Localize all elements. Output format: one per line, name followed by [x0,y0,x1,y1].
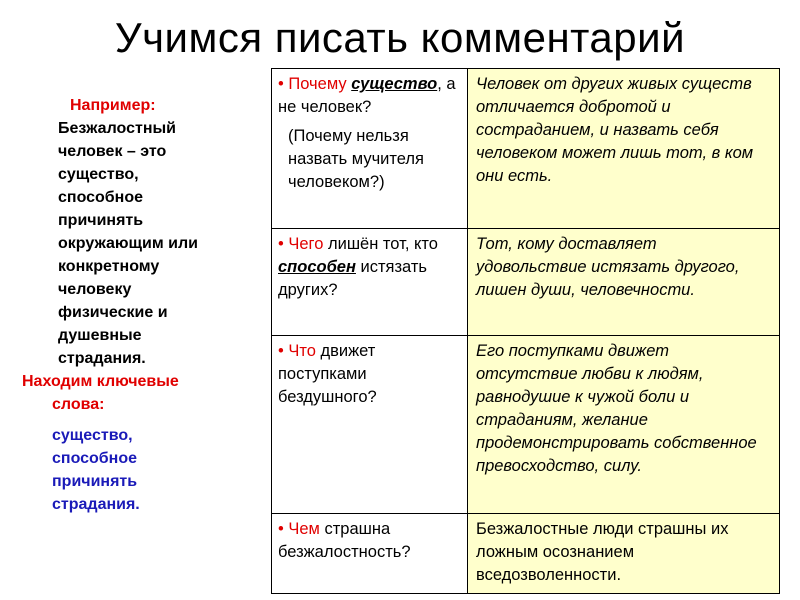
keyword: способен [278,258,356,276]
sentence-line: человек – это [58,143,167,160]
question-word: Чего [288,235,324,253]
question-mid: лишён тот, кто [323,235,438,253]
answer-cell: Безжалостные люди страшны их ложным осознанием вседозволенности. [468,514,780,594]
sentence-line: физические и [58,304,168,321]
sentence-line: способное [58,189,144,206]
keywords-label [22,370,262,416]
sentence-line: Безжалостный [58,120,176,137]
keyword-line: существо, [52,427,133,444]
question-word: Что [288,342,316,360]
question-rest: истязать других? [278,258,428,299]
keywords-list [22,424,262,516]
question-cell [272,336,468,514]
example-sentence [22,117,262,370]
bullet-icon: • [278,75,284,93]
commentary-table [271,68,780,594]
sentence-line: человеку [58,281,132,298]
answer-cell: Человек от других живых существ отличается добротой и состраданием, и назвать себя человеком может лишь тот, в ком они есть. [468,69,780,229]
question-rest: страшна безжалостность? [278,520,411,561]
answer-cell: Тот, кому доставляет удовольствие истязать другого, лишен души, человечности. [468,229,780,336]
question-extra: (Почему нельзя назвать мучителя человеком?) [288,127,424,191]
question-rest: движет поступками бездушного? [278,342,377,406]
keywords-label-line: слова: [52,396,105,413]
question-word: Чем [288,520,320,538]
example-label: Например: [70,97,156,114]
bullet-icon: • [278,235,284,253]
sentence-line: страдания. [58,350,146,367]
page-title: Учимся писать комментарий [114,14,686,61]
keyword-line: способное [52,450,138,467]
sentence-line: конкретному [58,258,160,275]
left-panel [22,94,262,516]
answer-cell: Его поступками движет отсутствие любви к людям, равнодушие к чужой боли и страданиям, желание продемонстрировать собственное превосходство, силу. [468,336,780,514]
question-word: Почему [288,75,347,93]
keyword: существо [351,75,438,93]
table-row [272,69,780,229]
keywords-label-line: Находим ключевые [22,373,179,390]
question-text [278,73,461,119]
keyword-line: причинять [52,473,138,490]
bullet-icon: • [278,520,284,538]
sentence-line: окружающим или [58,235,198,252]
sentence-line: причинять [58,212,144,229]
question-cell [272,69,468,229]
sentence-line: душевные [58,327,142,344]
question-cell [272,229,468,336]
table-row [272,229,780,336]
sentence-line: существо, [58,166,139,183]
table-row [272,336,780,514]
question-cell [272,514,468,594]
bullet-icon: • [278,342,284,360]
keyword-line: страдания. [52,496,140,513]
table-row [272,514,780,594]
question-rest: , а не человек? [278,75,456,116]
